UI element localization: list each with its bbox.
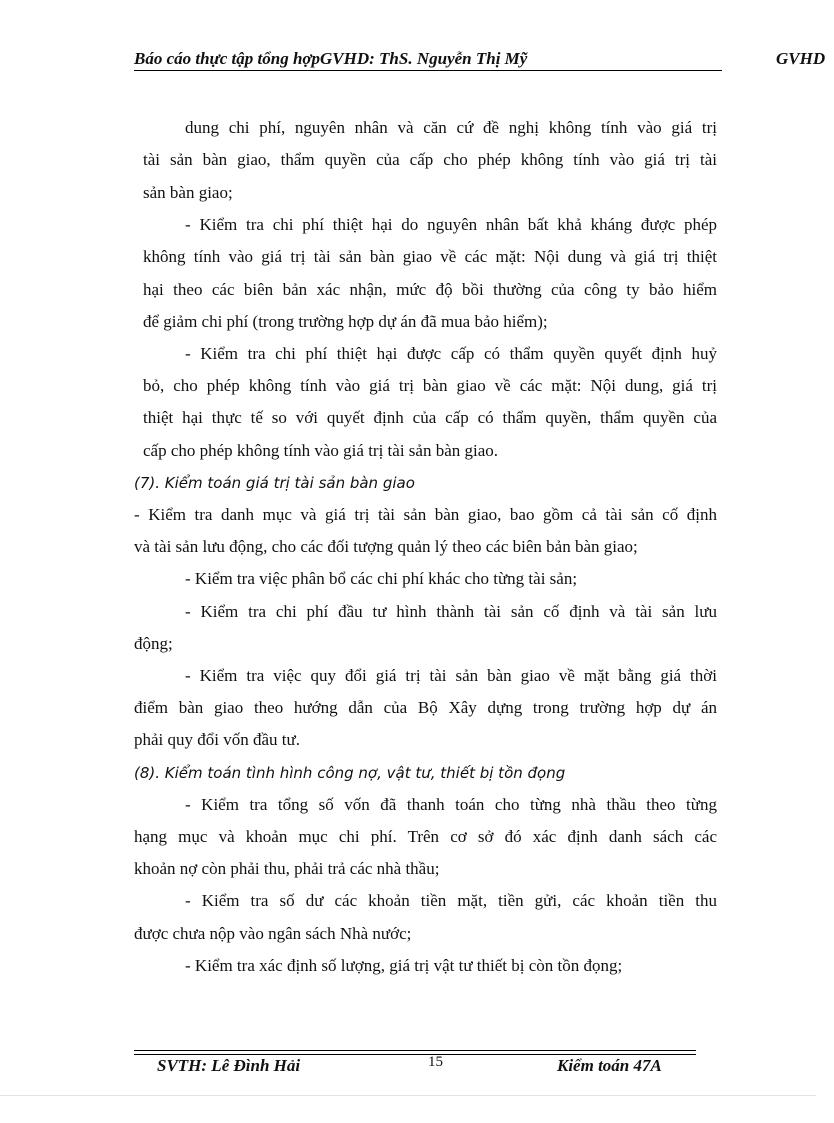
footer-rule xyxy=(134,1050,696,1051)
header-rule xyxy=(134,70,722,71)
paragraph-line: - Kiểm tra việc phân bổ các chi phí khác cho từng tài sản; xyxy=(185,569,578,588)
paragraph-line: cấp cho phép không tính vào giá trị tài sản bàn giao. xyxy=(143,441,499,460)
header-title: Báo cáo thực tập tổng hợpGVHD: ThS. Nguyễn Thị Mỹ xyxy=(134,49,528,68)
paragraph-line: điểm bàn giao theo hướng dẫn của Bộ Xây dựng trong trường hợp dự án xyxy=(134,698,717,717)
paragraph-line: tài sản bàn giao, thẩm quyền của cấp cho phép không tính vào giá trị tài xyxy=(143,150,717,169)
paragraph-line: - Kiểm tra số dư các khoản tiền mặt, tiền gửi, các khoản tiền thu xyxy=(185,891,717,910)
paragraph-line: - Kiểm tra chi phí thiệt hại được cấp có thẩm quyền quyết định huỷ xyxy=(185,344,717,363)
page-number: 15 xyxy=(428,1054,443,1070)
paragraph-line: sản bàn giao; xyxy=(143,183,233,202)
paragraph-line: được chưa nộp vào ngân sách Nhà nước; xyxy=(134,924,412,943)
paragraph-line: phải quy đổi vốn đầu tư. xyxy=(134,730,300,749)
page-header xyxy=(134,49,834,71)
paragraph-line: không tính vào giá trị tài sản bàn giao về các mặt: Nội dung và giá trị thiệt xyxy=(143,247,717,266)
paragraph-line: - Kiểm tra chi phí đầu tư hình thành tài sản cố định và tài sản lưu xyxy=(185,602,717,621)
paragraph-line: dung chi phí, nguyên nhân và căn cứ đề nghị không tính vào giá trị xyxy=(185,118,717,137)
paragraph-line: - Kiểm tra tổng số vốn đã thanh toán cho từng nhà thầu theo từng xyxy=(185,795,717,814)
paragraph-line: để giảm chi phí (trong trường hợp dự án đã mua bảo hiểm); xyxy=(143,312,548,331)
section-heading: (8). Kiểm toán tình hình công nợ, vật tư, thiết bị tồn đọng xyxy=(134,764,566,782)
header-right-text: GVHD xyxy=(776,49,826,68)
paragraph-line: bỏ, cho phép không tính vào giá trị bàn giao về các mặt: Nội dung, giá trị xyxy=(143,376,717,395)
page-footer xyxy=(0,1054,816,1078)
paragraph-line: thiệt hại thực tế so với quyết định của cấp có thẩm quyền, thẩm quyền của xyxy=(143,408,717,427)
paragraph-line: - Kiểm tra danh mục và giá trị tài sản bàn giao, bao gồm cả tài sản cố định xyxy=(134,505,717,524)
paragraph-line: khoản nợ còn phải thu, phải trả các nhà thầu; xyxy=(134,859,440,878)
paragraph-line: động; xyxy=(134,634,173,653)
footer-author: SVTH: Lê Đình Hải xyxy=(157,1056,301,1075)
paragraph-line: - Kiểm tra chi phí thiệt hại do nguyên nhân bất khả kháng được phép xyxy=(185,215,717,234)
page-bottom-edge xyxy=(0,1095,816,1096)
footer-course: Kiểm toán 47A xyxy=(557,1056,662,1075)
paragraph-line: và tài sản lưu động, cho các đối tượng quản lý theo các biên bản bàn giao; xyxy=(134,537,638,556)
paragraph-line: - Kiểm tra việc quy đổi giá trị tài sản bàn giao về mặt bằng giá thời xyxy=(185,666,717,685)
paragraph-line: hạng mục và khoản mục chi phí. Trên cơ sở đó xác định danh sách các xyxy=(134,827,717,846)
paragraph-line: hại theo các biên bản xác nhận, mức độ bồi thường của công ty bảo hiểm xyxy=(143,280,717,299)
section-heading: (7). Kiểm toán giá trị tài sản bàn giao xyxy=(134,474,415,492)
paragraph-line: - Kiểm tra xác định số lượng, giá trị vật tư thiết bị còn tồn đọng; xyxy=(185,956,623,975)
